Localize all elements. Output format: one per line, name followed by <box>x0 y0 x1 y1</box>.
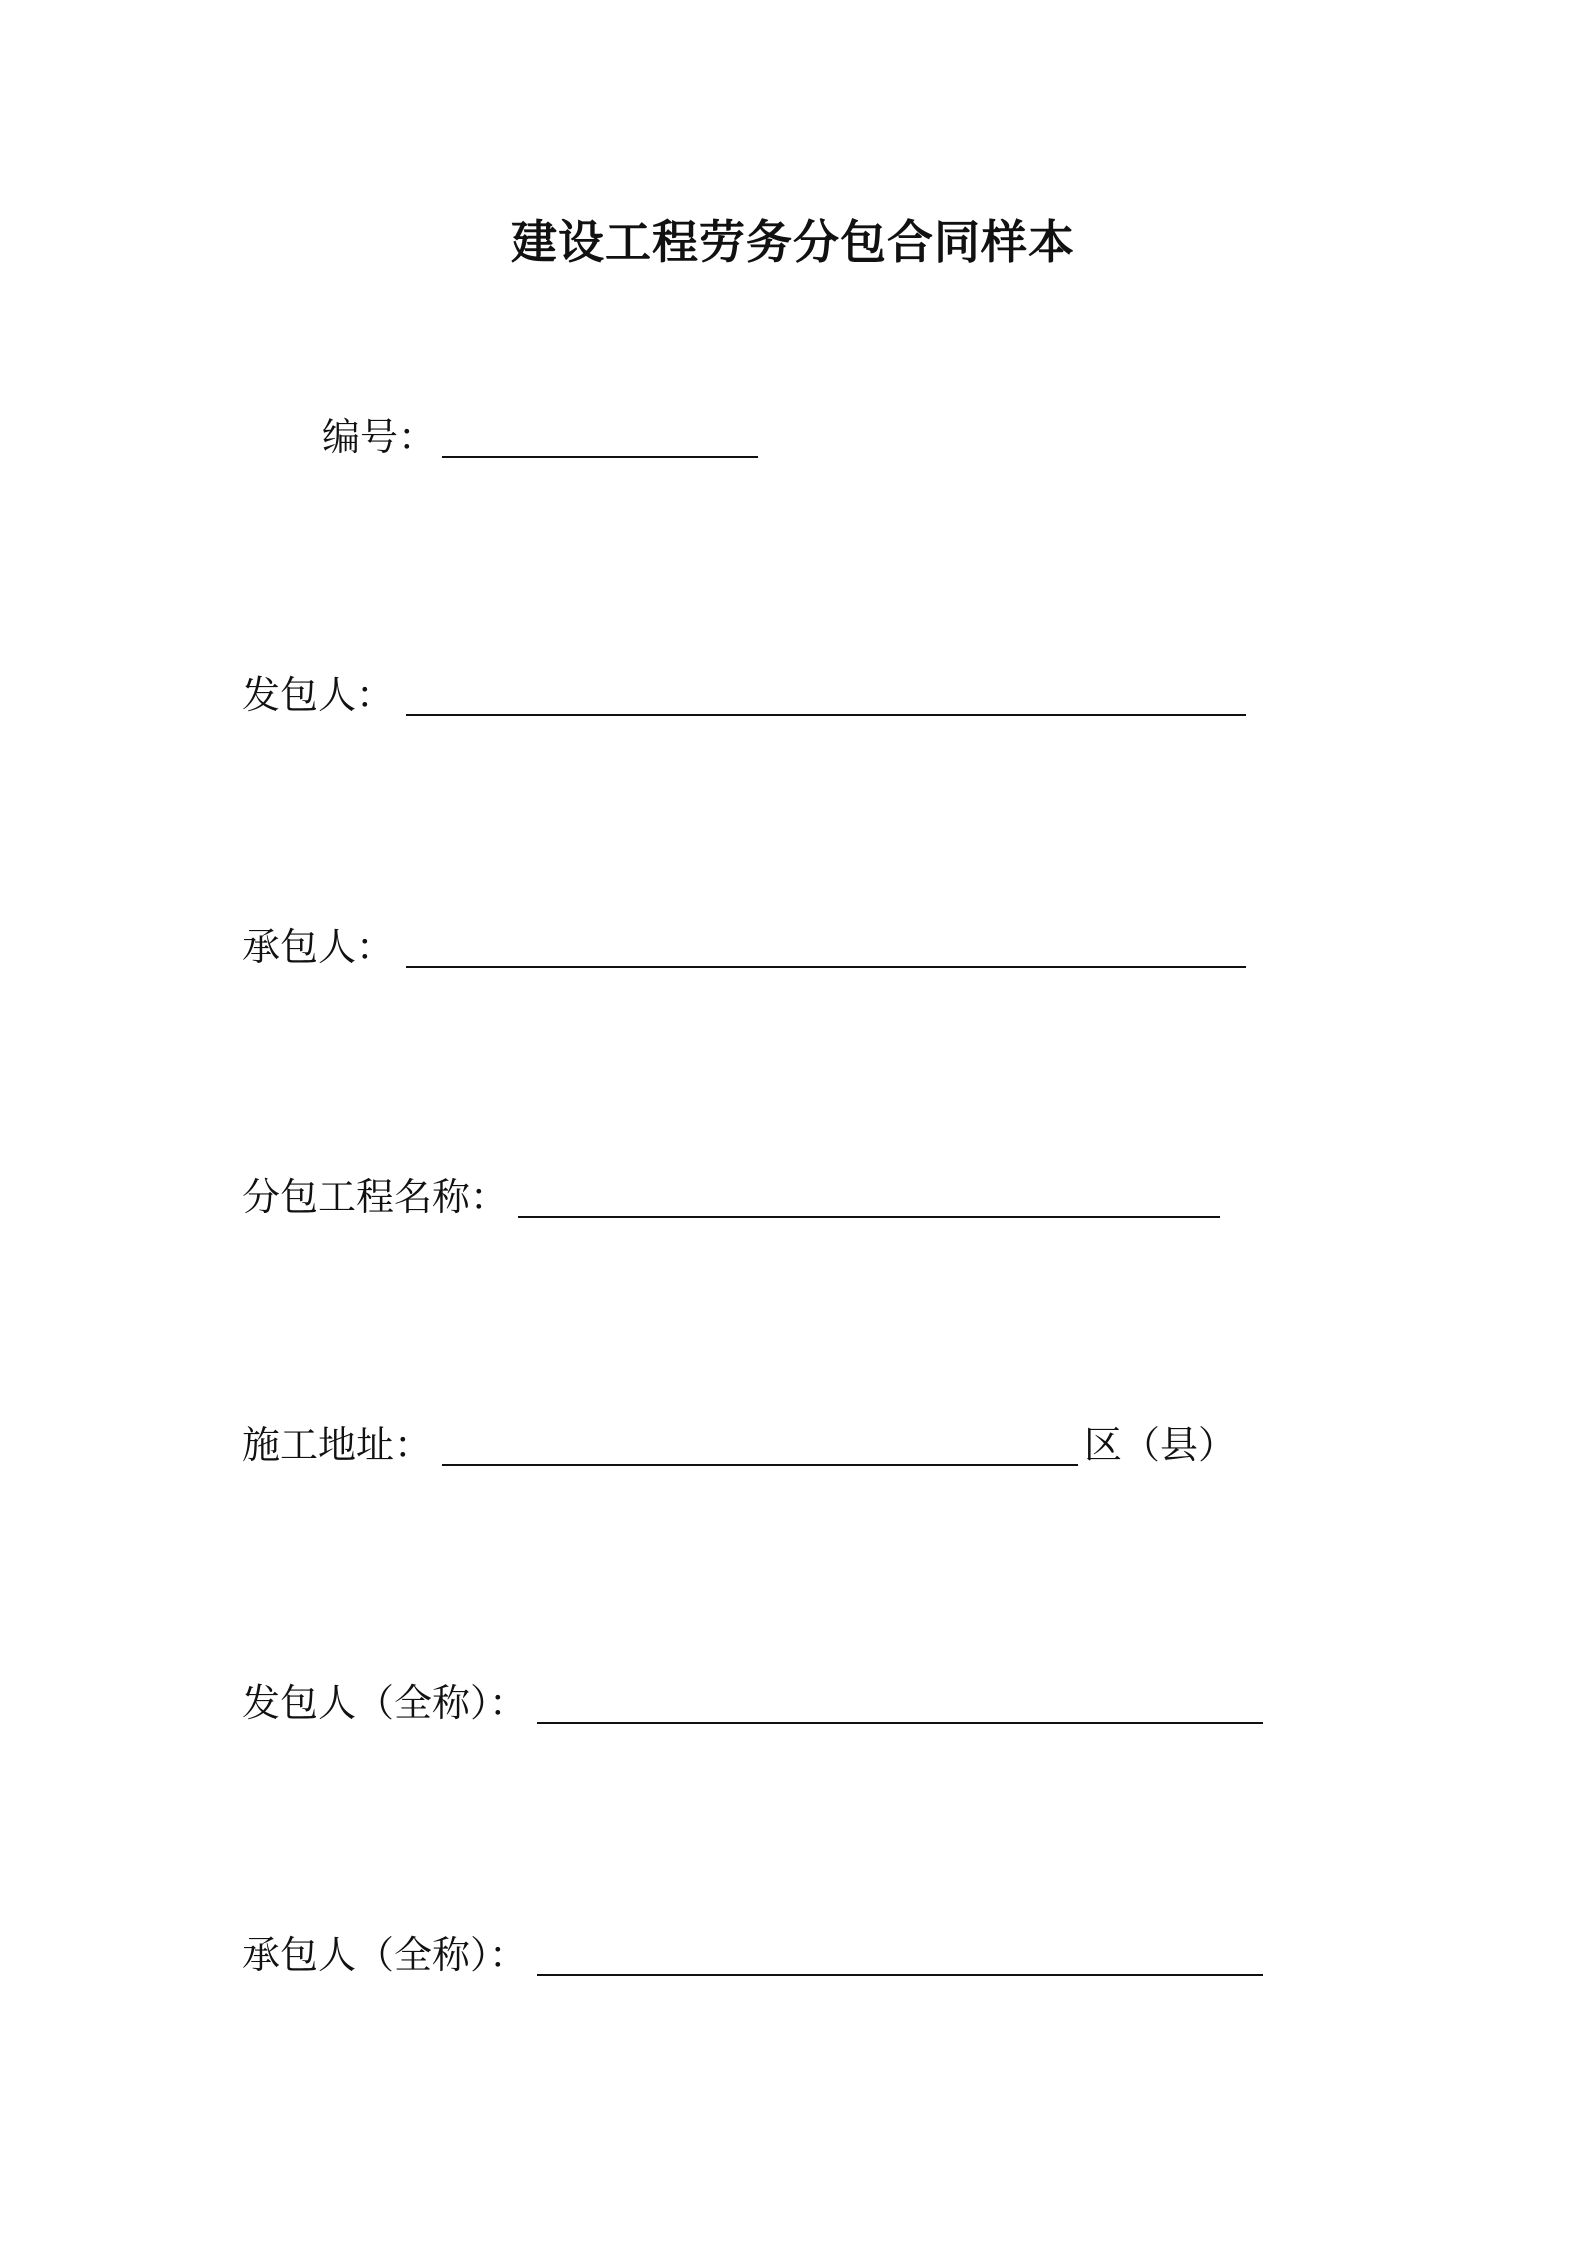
contractor-label: 承包人： <box>242 925 395 969</box>
employer-full-name-field <box>242 1672 1263 1728</box>
contractor-full-name-field <box>242 1924 1263 1980</box>
construction-address-label: 施工地址： <box>242 1423 433 1467</box>
employer-label: 发包人： <box>242 673 395 717</box>
project-name-blank[interactable] <box>518 1176 1220 1218</box>
employer-full-name-label: 发包人（全称）： <box>242 1681 528 1725</box>
district-county-suffix: 区（县） <box>1084 1423 1237 1467</box>
project-name-label: 分包工程名称： <box>242 1175 509 1219</box>
contract-number-label: 编号： <box>322 415 437 459</box>
document-title: 建设工程劳务分包合同样本 <box>511 215 1075 269</box>
project-name-field <box>242 1166 1220 1222</box>
contractor-blank[interactable] <box>406 926 1246 968</box>
contractor-field <box>242 916 1246 972</box>
contract-number-field <box>322 406 758 462</box>
contract-number-blank[interactable] <box>442 416 758 458</box>
construction-address-blank[interactable] <box>442 1424 1078 1466</box>
contractor-full-name-label: 承包人（全称）： <box>242 1933 528 1977</box>
construction-address-field <box>242 1414 1236 1470</box>
employer-field <box>242 664 1246 720</box>
contractor-full-name-blank[interactable] <box>537 1934 1263 1976</box>
employer-full-name-blank[interactable] <box>537 1682 1263 1724</box>
employer-blank[interactable] <box>406 674 1246 716</box>
